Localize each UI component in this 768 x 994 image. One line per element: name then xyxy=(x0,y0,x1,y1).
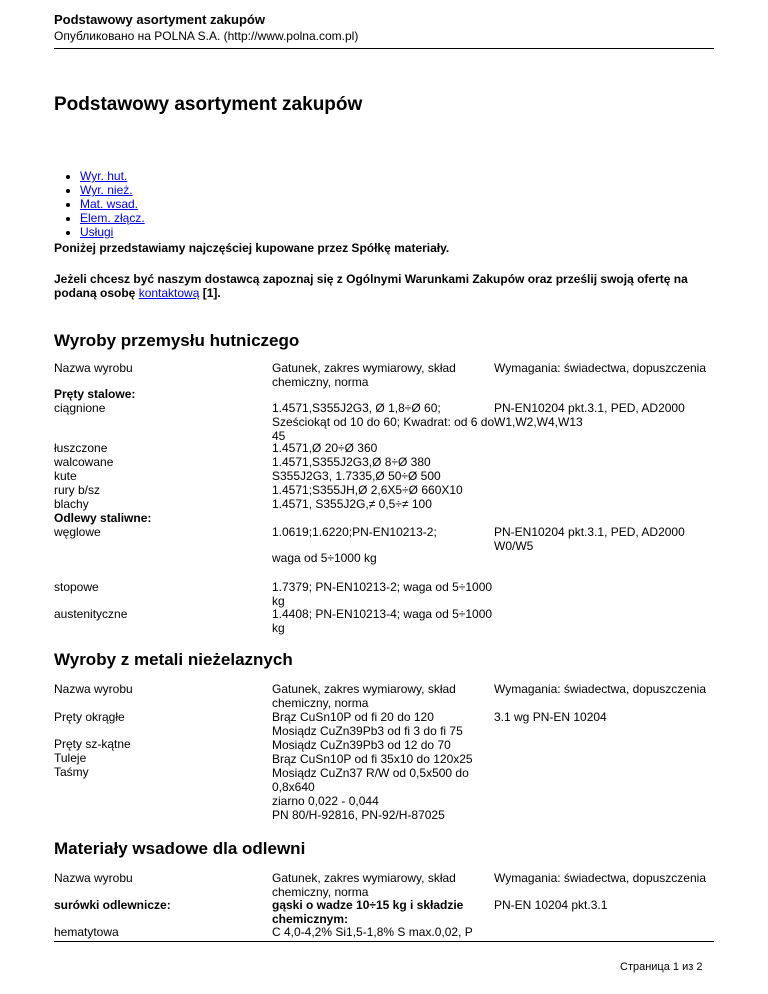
col-header-req: Wymagania: świadectwa, dopuszczenia xyxy=(494,361,706,375)
supplier-info xyxy=(54,272,714,300)
col-header-name: Nazwa wyrobu xyxy=(54,361,133,375)
supplier-info-text: Jeżeli chcesz być naszym dostawcą zapoznaj się z Ogólnymi Warunkami Zakupów oraz prześlij swoją ofertę na podaną osobę xyxy=(54,272,688,300)
product-spec: 1.4571,S355J2G3,Ø 8÷Ø 380 xyxy=(272,455,431,469)
group-label: Pręty stalowe: xyxy=(54,387,136,401)
col-header-req: Wymagania: świadectwa, dopuszczenia xyxy=(494,871,706,885)
menu-link-uslugi[interactable]: Usługi xyxy=(80,225,114,239)
menu-link-mat-wsad[interactable]: Mat. wsad. xyxy=(80,197,139,211)
spec-line: ziarno 0,022 - 0,044 xyxy=(272,794,379,808)
product-name: węglowe xyxy=(54,525,101,539)
spec-line: Mosiądz CuZn39Pb3 od fi 3 do fi 75 xyxy=(272,724,463,738)
product-name: walcowane xyxy=(54,455,114,469)
header-title: Podstawowy asortyment zakupów xyxy=(54,12,265,27)
group-label: surówki odlewnicze: xyxy=(54,898,171,912)
header-divider xyxy=(54,48,714,49)
col-header-spec: Gatunek, zakres wymiarowy, skład chemiczny, norma xyxy=(272,682,456,710)
published-on: Опубликовано на POLNA S.A. (http://www.polna.com.pl) xyxy=(54,29,359,43)
product-name: stopowe xyxy=(54,580,99,594)
product-spec: 1.7379; PN-EN10213-2; waga od 5÷1000 kg xyxy=(272,580,493,608)
product-req: 3.1 wg PN-EN 10204 xyxy=(494,710,607,724)
product-spec xyxy=(272,710,498,822)
supplier-info-ref: [1]. xyxy=(199,286,221,300)
product-spec: 1.4408; PN-EN10213-4; waga od 5÷1000 kg xyxy=(272,607,493,635)
col-header-name: Nazwa wyrobu xyxy=(54,871,133,885)
product-name: Pręty okrągłe xyxy=(54,710,125,724)
product-req: PN-EN 10204 pkt.3.1 xyxy=(494,898,608,912)
menu-link-wyr-hut[interactable]: Wyr. hut. xyxy=(80,169,128,183)
product-name: Tuleje xyxy=(54,751,87,765)
page-title: Podstawowy asortyment zakupów xyxy=(54,94,363,115)
section-heading-niezelazne: Wyroby z metali nieżelaznych xyxy=(54,650,293,669)
product-spec: 1.4571,S355J2G3, Ø 1,8÷Ø 60; Sześciokąt od 10 do 60; Kwadrat: od 6 do 45 xyxy=(272,401,495,443)
product-req: PN-EN10204 pkt.3.1, PED, AD2000 W0/W5 xyxy=(494,525,685,553)
product-spec: S355J2G3, 1.7335,Ø 50÷Ø 500 xyxy=(272,469,441,483)
spec-line: Mosiądz CuZn39Pb3 od 12 do 70 xyxy=(272,738,451,752)
spec-line: Mosiądz CuZn37 R/W od 0,5x500 do 0,8x640 xyxy=(272,766,469,794)
menu-item xyxy=(80,183,145,197)
spec-line: Brąz CuSn10P od fi 20 do 120 xyxy=(272,710,434,724)
intro-text: Poniżej przedstawiamy najczęściej kupowane przez Spółkę materiały. xyxy=(54,241,450,255)
col-header-spec: Gatunek, zakres wymiarowy, skład chemiczny, norma xyxy=(272,871,456,899)
product-spec: 1.0619;1.6220;PN-EN10213-2; xyxy=(272,525,437,539)
product-name: austenityczne xyxy=(54,607,128,621)
product-spec: 1.4571,Ø 20÷Ø 360 xyxy=(272,441,378,455)
group-label: Odlewy staliwne: xyxy=(54,511,152,525)
spec-line: Brąz CuSn10P od fi 35x10 do 120x25 xyxy=(272,752,473,766)
product-spec: C 4,0-4,2% Si1,5-1,8% S max.0,02, P xyxy=(272,925,473,939)
page-number: Страница 1 из 2 xyxy=(620,961,703,973)
section-menu xyxy=(54,169,145,239)
product-name: hematytowa xyxy=(54,925,119,939)
product-spec: gąski o wadze 10÷15 kg i składzie chemicznym: xyxy=(272,898,464,926)
menu-link-elem-zlacz[interactable]: Elem. złącz. xyxy=(80,211,145,225)
product-name: ciągnione xyxy=(54,401,106,415)
product-name: łuszczone xyxy=(54,441,108,455)
col-header-req: Wymagania: świadectwa, dopuszczenia xyxy=(494,682,706,696)
col-header-name: Nazwa wyrobu xyxy=(54,682,133,696)
menu-link-wyr-niez[interactable]: Wyr. nież. xyxy=(80,183,133,197)
menu-item xyxy=(80,211,145,225)
product-name: rury b/sz xyxy=(54,483,101,497)
product-name: kute xyxy=(54,469,77,483)
section-heading-hutnicze: Wyroby przemysłu hutniczego xyxy=(54,331,300,350)
product-name: blachy xyxy=(54,497,89,511)
product-name: Taśmy xyxy=(54,765,89,779)
contact-link[interactable]: kontaktową xyxy=(138,286,200,300)
page-header xyxy=(54,12,714,44)
menu-item xyxy=(80,169,145,183)
product-name: Pręty sz-kątne xyxy=(54,737,131,751)
spec-line: PN 80/H-92816, PN-92/H-87025 xyxy=(272,808,445,822)
section-heading-wsadowe: Materiały wsadowe dla odlewni xyxy=(54,839,306,858)
menu-item xyxy=(80,197,145,211)
col-header-spec: Gatunek, zakres wymiarowy, skład chemiczny, norma xyxy=(272,361,456,389)
product-spec: 1.4571;S355JH,Ø 2,6X5÷Ø 660X10 xyxy=(272,483,463,497)
product-spec: 1.4571, S355J2G,≠ 0,5÷≠ 100 xyxy=(272,497,432,511)
footer-divider xyxy=(54,941,714,942)
product-req: PN-EN10204 pkt.3.1, PED, AD2000 W1,W2,W4,W13 xyxy=(494,401,685,429)
product-spec: waga od 5÷1000 kg xyxy=(272,551,377,565)
menu-item xyxy=(80,225,145,239)
